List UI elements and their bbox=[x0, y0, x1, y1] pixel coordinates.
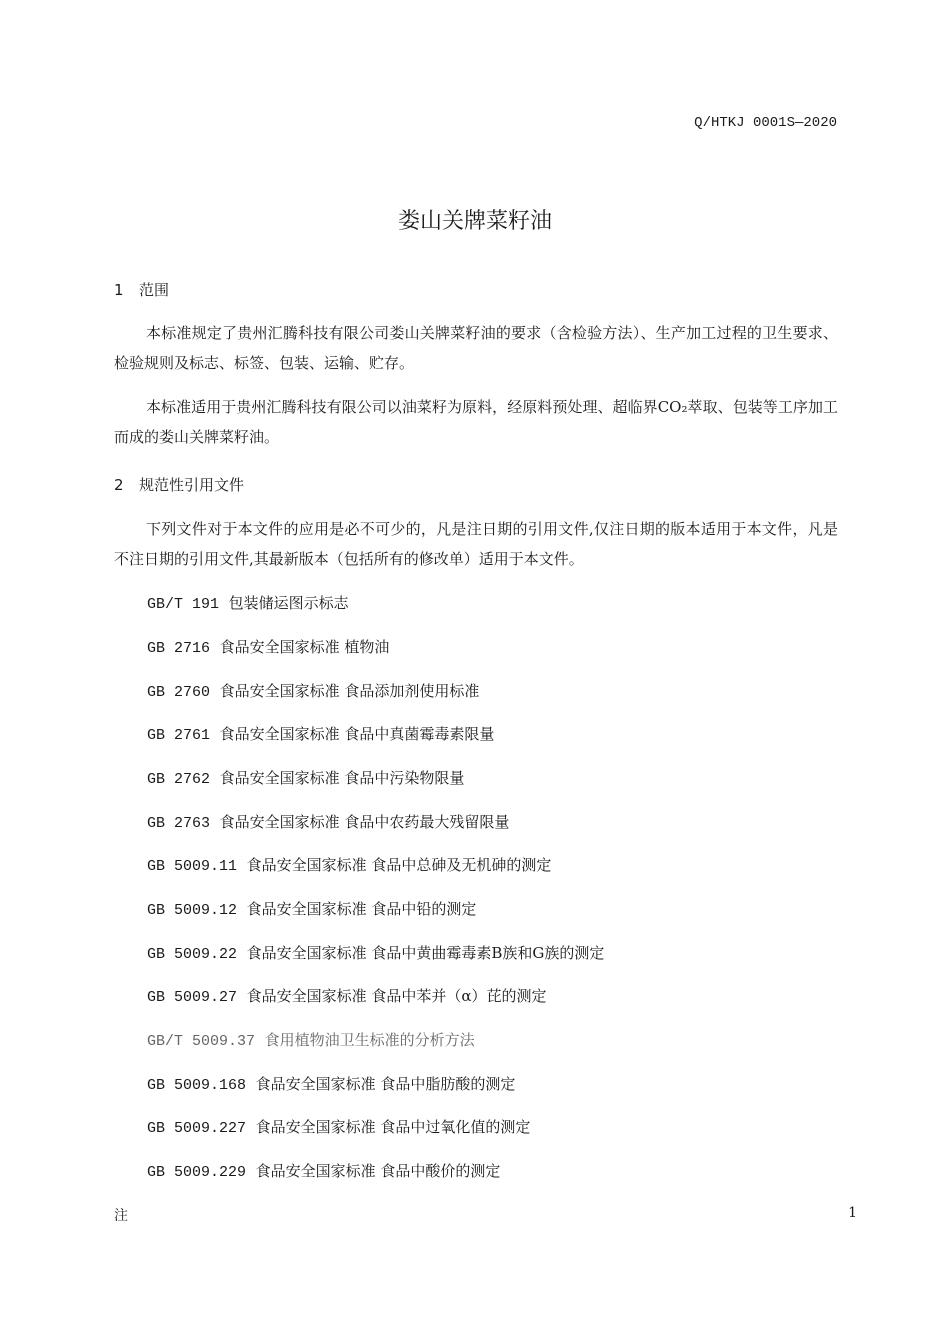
footer-note: 注 bbox=[114, 1208, 128, 1224]
reference-title: 食品安全国家标准 食品添加剂使用标准 bbox=[219, 682, 480, 700]
reference-title: 食品安全国家标准 食品中酸价的测定 bbox=[255, 1162, 501, 1180]
reference-code: GB 2763 bbox=[147, 815, 211, 832]
reference-item bbox=[147, 636, 389, 657]
reference-title: 食品安全国家标准 食品中真菌霉毒素限量 bbox=[219, 725, 495, 743]
reference-item bbox=[147, 854, 551, 875]
reference-item bbox=[147, 942, 604, 963]
section-heading-scope bbox=[114, 279, 169, 300]
reference-code: GB 5009.168 bbox=[147, 1077, 247, 1094]
reference-title: 食用植物油卫生标准的分析方法 bbox=[264, 1031, 475, 1049]
reference-item bbox=[147, 680, 479, 701]
reference-title: 食品安全国家标准 食品中黄曲霉毒素B族和G族的测定 bbox=[246, 944, 605, 962]
reference-code: GB 2762 bbox=[147, 771, 211, 788]
paragraph: 下列文件对于本文件的应用是必不可少的，凡是注日期的引用文件,仅注日期的版本适用于本文件，凡是不注日期的引用文件,其最新版本（包括所有的修改单）适用于本文件。 bbox=[114, 520, 838, 568]
section-heading-normative-references bbox=[114, 474, 244, 495]
reference-item bbox=[147, 811, 509, 832]
reference-item bbox=[147, 1160, 500, 1181]
reference-title: 食品安全国家标准 食品中污染物限量 bbox=[219, 769, 465, 787]
reference-item bbox=[147, 1073, 515, 1094]
reference-item bbox=[147, 592, 349, 613]
page-number: 1 bbox=[848, 1205, 857, 1221]
reference-code: GB 5009.12 bbox=[147, 902, 238, 919]
page-title: 娄山关牌菜籽油 bbox=[397, 209, 552, 234]
reference-title: 食品安全国家标准 食品中过氧化值的测定 bbox=[255, 1118, 531, 1136]
reference-item bbox=[147, 1029, 475, 1050]
reference-code: GB 5009.11 bbox=[147, 858, 238, 875]
section-number: 2 bbox=[114, 476, 124, 494]
reference-title: 食品安全国家标准 植物油 bbox=[219, 638, 390, 656]
reference-code: GB/T 5009.37 bbox=[147, 1033, 256, 1050]
document-code: Q/HTKJ 0001S—2020 bbox=[694, 115, 837, 131]
reference-item bbox=[147, 767, 464, 788]
reference-code: GB 5009.229 bbox=[147, 1164, 247, 1181]
section-title: 范围 bbox=[139, 281, 170, 299]
paragraph: 本标准适用于贵州汇腾科技有限公司以油菜籽为原料，经原料预处理、超临界CO₂萃取、包装等工序加工而成的娄山关牌菜籽油。 bbox=[114, 398, 838, 446]
reference-code: GB 2716 bbox=[147, 640, 211, 657]
reference-item bbox=[147, 1116, 530, 1137]
reference-code: GB 2761 bbox=[147, 727, 211, 744]
reference-code: GB 5009.22 bbox=[147, 946, 238, 963]
reference-code: GB 5009.27 bbox=[147, 989, 238, 1006]
section-title: 规范性引用文件 bbox=[139, 476, 245, 494]
section-number: 1 bbox=[114, 281, 124, 299]
reference-item bbox=[147, 898, 476, 919]
paragraph: 本标准规定了贵州汇腾科技有限公司娄山关牌菜籽油的要求（含检验方法）、生产加工过程的卫生要求、检验规则及标志、标签、包装、运输、贮存。 bbox=[114, 324, 838, 372]
reference-title: 食品安全国家标准 食品中脂肪酸的测定 bbox=[255, 1075, 516, 1093]
reference-code: GB/T 191 bbox=[147, 596, 220, 613]
reference-title: 食品安全国家标准 食品中总砷及无机砷的测定 bbox=[246, 856, 552, 874]
reference-code: GB 5009.227 bbox=[147, 1120, 247, 1137]
reference-title: 食品安全国家标准 食品中苯并（α）芘的测定 bbox=[246, 987, 547, 1005]
reference-code: GB 2760 bbox=[147, 684, 211, 701]
reference-item bbox=[147, 985, 546, 1006]
reference-title: 食品安全国家标准 食品中农药最大残留限量 bbox=[219, 813, 510, 831]
reference-title: 包装储运图示标志 bbox=[228, 594, 349, 612]
reference-title: 食品安全国家标准 食品中铅的测定 bbox=[246, 900, 477, 918]
reference-item bbox=[147, 723, 494, 744]
